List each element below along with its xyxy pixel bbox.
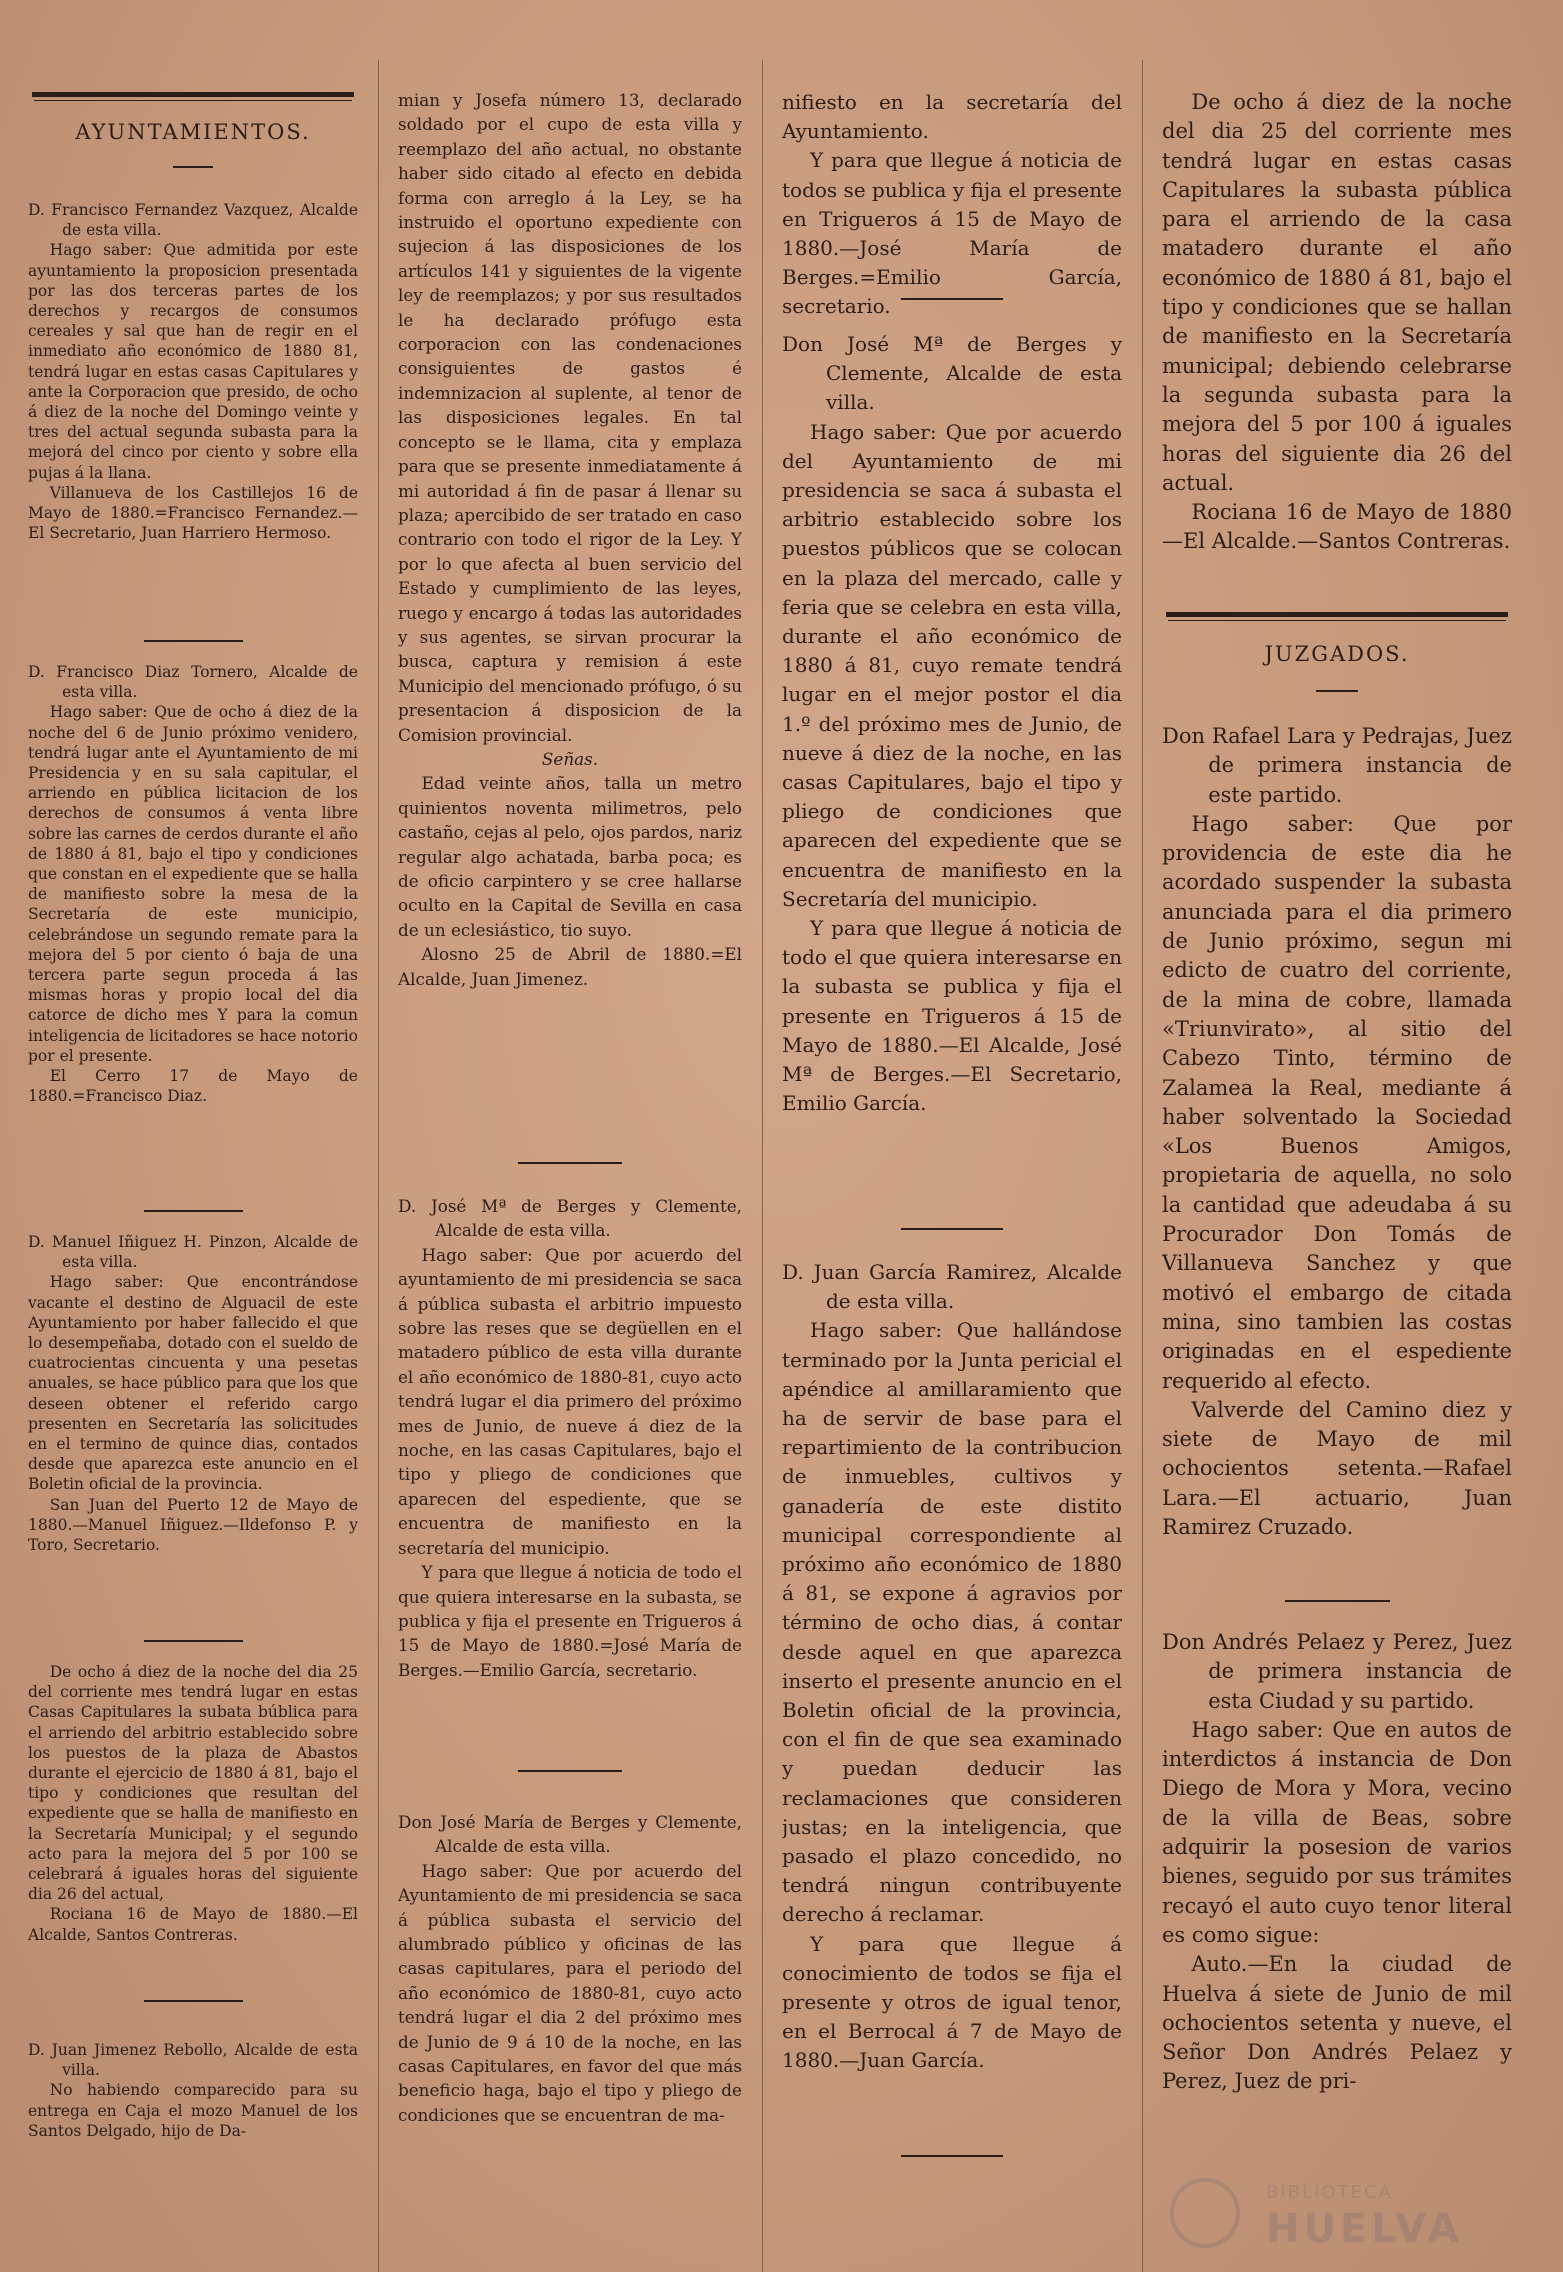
seal-icon xyxy=(1170,2178,1240,2248)
section-title-ayuntamientos: AYUNTAMIENTOS. xyxy=(75,120,311,144)
article-signature: El Cerro 17 de Mayo de 1880.=Francisco Diaz. xyxy=(28,1067,358,1106)
article-signature: Alosno 25 de Abril de 1880.=El Alcalde, Juan Jimenez. xyxy=(398,944,742,989)
divider xyxy=(144,1210,243,1212)
article-alumbrado-continued xyxy=(782,88,1122,322)
article-signature: Valverde del Camino diez y siete de Mayo de mil ochocientos setenta.—Rafael Lara.—El actuario, Juan Ramirez Cruzado. xyxy=(1162,1397,1512,1540)
article-body: Hago saber: Que hallándose terminado por la Junta pericial el apéndice al amillaramiento que ha de servir de base para el repartimiento de la contribucion de inmuebles, cultivos y ganadería de este distito municipal correspondiente al próximo año económico de 1880 á 81, se expone á agravios por término de ocho dias, á contar desde aquel en que aparezca inserto el presente anuncio en el Boletin oficial de la provincia, con el fin de que sea examinado y puedan deducir las reclamaciones que consideren justas; en la inteligencia, que pasado el plazo concedido, no tendrá ningun contribuyente derecho á reclamar. xyxy=(782,1318,1122,1927)
article-body: No habiendo comparecido para su entrega en Caja el mozo Manuel de los Santos Delgado, hijo de Da- xyxy=(28,2081,358,2140)
article-heading: Don José María de Berges y Clemente, Alcalde de esta villa. xyxy=(398,1812,742,1857)
article-berges-alumbrado xyxy=(398,1810,742,2127)
divider xyxy=(901,1228,1003,1230)
article-signature: San Juan del Puerto 12 de Mayo de 1880.—Manuel Iñiguez.—Ildefonso P. y Toro, Secretario. xyxy=(28,1495,358,1555)
section-rule xyxy=(1166,612,1508,617)
column-separator xyxy=(762,60,763,2272)
article-fernandez xyxy=(28,200,358,543)
article-heading: Don Rafael Lara y Pedrajas, Juez de primera instancia de este partido. xyxy=(1162,724,1512,807)
article-body: Y para que llegue á noticia de todos se publica y fija el presente en Trigueros á 15 de Mayo de 1880.—José María de Berges.=Emilio García, secretario. xyxy=(782,148,1122,319)
section-title-juzgados: JUZGADOS. xyxy=(1264,642,1410,666)
article-body: Edad veinte años, talla un metro quinientos noventa milimetros, pelo castaño, cejas al pelo, ojos pardos, nariz regular algo achatada, barba poca; es de oficio carpintero y se cree hallarse oculto en la Capital de Sevilla en casa de un eclesiástico, tio suyo. xyxy=(398,773,742,940)
article-heading: Don Andrés Pelaez y Perez, Juez de primera instancia de esta Ciudad y su partido. xyxy=(1162,1630,1512,1713)
article-body: Y para que llegue á noticia de todo el que quiera interesarse en la subasta, se publica y fija el presente en Trigueros á 15 de Mayo de 1880.=José María de Berges.—Emilio García, secretario. xyxy=(398,1562,742,1680)
article-body: mian y Josefa número 13, declarado soldado por el cupo de esta villa y reemplazo del año actual, no obstante haber sido citado al efecto en debida forma con arreglo á la Ley, se ha instruido el oportuno expediente con sujecion á las disposiciones de los artículos 141 y siguientes de la vigente ley de reemplazos; y por sus resultados le ha declarado prófugo esta corporacion con las condenaciones consiguientes de gastos é indemnizacion al suplente, al tenor de las disposiciones legales. En tal concepto se le llama, cita y emplaza para que se presente inmediatamente á mi autoridad á fin de pasar á llenar su plaza; apercibido de ser tratado en caso contrario con todo el rigor de la Ley. Y por lo que afecta al buen servicio del Estado y cumplimiento de las leyes, ruego y encargo á todas las autoridades y sus agentes, se sirvan procurar la busca, captura y remision á este Municipio del mencionado prófugo, ó su presentacion á disposicion de la Comision provincial. xyxy=(398,90,742,745)
divider xyxy=(144,640,243,642)
article-jimenez xyxy=(28,2040,358,2141)
article-body: Hago saber: Que encontrándose vacante el destino de Alguacil de este Ayuntamiento por haber fallecido el que lo desempeñaba, dotado con el sueldo de cuatrocientas cincuenta y una pesetas anuales, se hace público para que los que deseen obtener el referido cargo presenten en Secretaría las solicitudes en el termino de quince dias, contados desde que aparezca este anuncio en el Boletin oficial de la provincia. xyxy=(28,1273,358,1494)
divider xyxy=(518,1770,621,1772)
watermark-line-2: HUELVA xyxy=(1266,2206,1463,2252)
top-rule xyxy=(32,92,354,97)
divider xyxy=(1285,1600,1390,1602)
article-jimenez-continued xyxy=(398,88,742,991)
article-body: Hago saber: Que por providencia de este dia he acordado suspender la subasta anunciada para el dia primero de Junio próximo, segun mi edicto de cuatro del corriente, de la mina de cobre, llamada «Triunvirato», al sitio del Cabezo Tinto, término de Zalamea la Real, mediante á haber solventado la Sociedad «Los Buenos Amigos, propietaria de aquella, no solo la cantidad que adeudaba á su Procurador Don Tomás de Villanueva Sanchez y que motivó el embargo de citada mina, sino tambien las costas originadas en el espediente requerido al efecto. xyxy=(1162,811,1512,1393)
article-berges-puestos xyxy=(782,330,1122,1118)
article-garcia xyxy=(782,1258,1122,2076)
divider xyxy=(901,298,1003,300)
article-signature: Rociana 16 de Mayo de 1880.—El Alcalde, Santos Contreras. xyxy=(28,1905,358,1944)
article-body: De ocho á diez de la noche del dia 25 del corriente mes tendrá lugar en estas Casas Capitulares la subata bública para el arriendo del arbitrio establecido sobre los puestos de la plaza de Abastos durante el ejercicio de 1880 á 81, bajo el tipo y condiciones que resultan del expediente que se halla de manifiesto en la Secretaría Municipal; y el segundo acto para la mejora del 5 por 100 se celebrará á iguales horas del siguiente dia 26 del actual, xyxy=(28,1663,358,1904)
article-body: Hago saber: Que por acuerdo del Ayuntamiento de mi presidencia se saca á subasta el arbitrio establecido sobre los puestos públicos que se colocan en la plaza del mercado, calle y feria que se celebra en esta villa, durante el año económico de 1880 á 81, cuyo remate tendrá lugar en el mejor postor el dia 1.º del próximo mes de Junio, de nueve á diez de la noche, en las casas Capitulares, bajo el tipo y pliego de condiciones que aparecen del expediente que se encuentra de manifiesto en la Secretaría del municipio. xyxy=(782,419,1122,911)
article-body: Hago saber: Que por acuerdo del Ayuntamiento de mi presidencia se saca á pública subasta el servicio del alumbrado público y oficinas de las casas capitulares, para el periodo del año económico de 1880-81, cuyo acto tendrá lugar el dia 2 del próximo mes de Junio de 9 á 10 de la noche, en las casas Capitulares, en favor del que más beneficio haga, bajo el tipo y pliego de condiciones que se encuentran de ma- xyxy=(398,1860,742,2125)
article-body: Hago saber: Que de ocho á diez de la noche del 6 de Junio próximo venidero, tendrá lugar ante el Ayuntamiento de mi Presidencia y en su sala capitular, el arriendo en pública licitacion de los derechos de consumos á venta libre sobre las carnes de cerdos durante el año de 1880 á 81, bajo el tipo y condiciones que constan en el expediente que se halla de manifiesto sobre la mesa de la Secretaría de este municipio, celebrándose un segundo remate para la mejora del 5 por ciento ó baja de una tercera parte segun proceda á las mismas horas y propio local del dia catorce de dicho mes Y para la comun inteligencia de licitadores se hace notorio por el presente. xyxy=(28,703,358,1065)
article-heading: D. Juan Jimenez Rebollo, Alcalde de esta villa. xyxy=(28,2041,358,2080)
article-pelaez xyxy=(1162,1628,1512,2097)
article-body: Auto.—En la ciudad de Huelva á siete de Junio de mil ochocientos setenta y nueve, el Señor Don Andrés Pelaez y Perez, Juez de pri- xyxy=(1162,1952,1512,2094)
column-4 xyxy=(1162,0,1512,2272)
article-body: De ocho á diez de la noche del dia 25 del corriente mes tendrá lugar en estas casas Capitulares la subasta pública para el arriendo de la casa matadero durante el año económico de 1880 á 81, bajo el tipo y condiciones que se hallan de manifiesto en la Secretaría municipal; debiendo celebrarse la segunda subasta para la mejora del 5 por 100 á iguales horas del siguiente dia 26 del actual. xyxy=(1162,90,1512,495)
article-body: Hago saber: Que en autos de interdictos á instancia de Don Diego de Mora y Mora, vecino de la villa de Beas, sobre adquirir la posesion de varios bienes, seguido por sus trámites recayó el auto cuyo tenor literal es como sigue: xyxy=(1162,1717,1512,1947)
article-diaz xyxy=(28,662,358,1106)
article-body: Hago saber: Que admitida por este ayuntamiento la proposicion presentada por las dos terceras partes de los derechos y recargos de consumos cereales y sal que han de regir en el inmediato año económico de 1880 81, tendrá lugar en estas casas Capitulares y ante la Corporacion que presido, de ocho á diez de la noche del Domingo veinte y tres del actual segunda subasta para la mejorá del cinco por ciento y sobre ella pujas á la llana. xyxy=(28,241,358,482)
divider xyxy=(901,2155,1003,2157)
column-2 xyxy=(398,0,742,2272)
article-heading: D. Francisco Fernandez Vazquez, Alcalde de esta villa. xyxy=(28,201,358,240)
article-heading: Don José Mª de Berges y Clemente, Alcalde de esta villa. xyxy=(782,332,1122,415)
divider xyxy=(173,166,213,168)
article-heading: D. Juan García Ramirez, Alcalde de esta villa. xyxy=(782,1260,1122,1314)
article-body: nifiesto en la secretaría del Ayuntamiento. xyxy=(782,90,1122,144)
article-body: Hago saber: Que por acuerdo del ayuntamiento de mi presidencia se saca á pública subasta el arbitrio impuesto sobre las reses que se degüellen en el matadero público de esta villa durante el año económico de 1880-81, cuyo acto tendrá lugar el dia primero del próximo mes de Junio, de nueve á diez de la noche, en las casas Capitulares, bajo el tipo y pliego de condiciones que aparecen del espediente, que se encuentra de manifiesto en la secretaría del municipio. xyxy=(398,1244,742,1558)
divider xyxy=(1316,690,1358,692)
divider xyxy=(144,1640,243,1642)
article-body: Y para que llegue á conocimiento de todos se fija el presente y otros de igual tenor, en el Berrocal á 7 de Mayo de 1880.—Juan García. xyxy=(782,1931,1122,2073)
divider xyxy=(518,1162,621,1164)
column-1 xyxy=(28,0,358,2272)
article-signature: Rociana 16 de Mayo de 1880 —El Alcalde.—Santos Contreras. xyxy=(1162,500,1512,554)
article-rociana-matadero xyxy=(1162,88,1512,557)
column-3 xyxy=(782,0,1122,2272)
watermark-line-1: BIBLIOTECA xyxy=(1266,2182,1393,2203)
column-separator xyxy=(1142,60,1143,2272)
article-signature: Villanueva de los Castillejos 16 de Mayo de 1880.=Francisco Fernandez.—El Secretario, Juan Harriero Hermoso. xyxy=(28,483,358,543)
divider xyxy=(144,2000,243,2002)
library-watermark xyxy=(1170,2178,1515,2250)
article-iniguez xyxy=(28,1232,358,1555)
article-heading: D. Manuel Iñiguez H. Pinzon, Alcalde de esta villa. xyxy=(28,1233,358,1272)
article-heading: D. José Mª de Berges y Clemente, Alcalde de esta villa. xyxy=(398,1196,742,1241)
article-subtitle-senas: Señas. xyxy=(541,748,599,769)
column-separator xyxy=(378,60,379,2272)
article-rociana-puestos xyxy=(28,1662,358,1945)
article-berges-matadero xyxy=(398,1194,742,1682)
article-lara xyxy=(1162,722,1512,1542)
article-body: Y para que llegue á noticia de todo el que quiera interesarse en la subasta se publica y fija el presente en Trigueros á 15 de Mayo de 1880.—El Alcalde, José Mª de Berges.—El Secretario, Emilio García. xyxy=(782,916,1122,1116)
article-heading: D. Francisco Diaz Tornero, Alcalde de esta villa. xyxy=(28,663,358,702)
